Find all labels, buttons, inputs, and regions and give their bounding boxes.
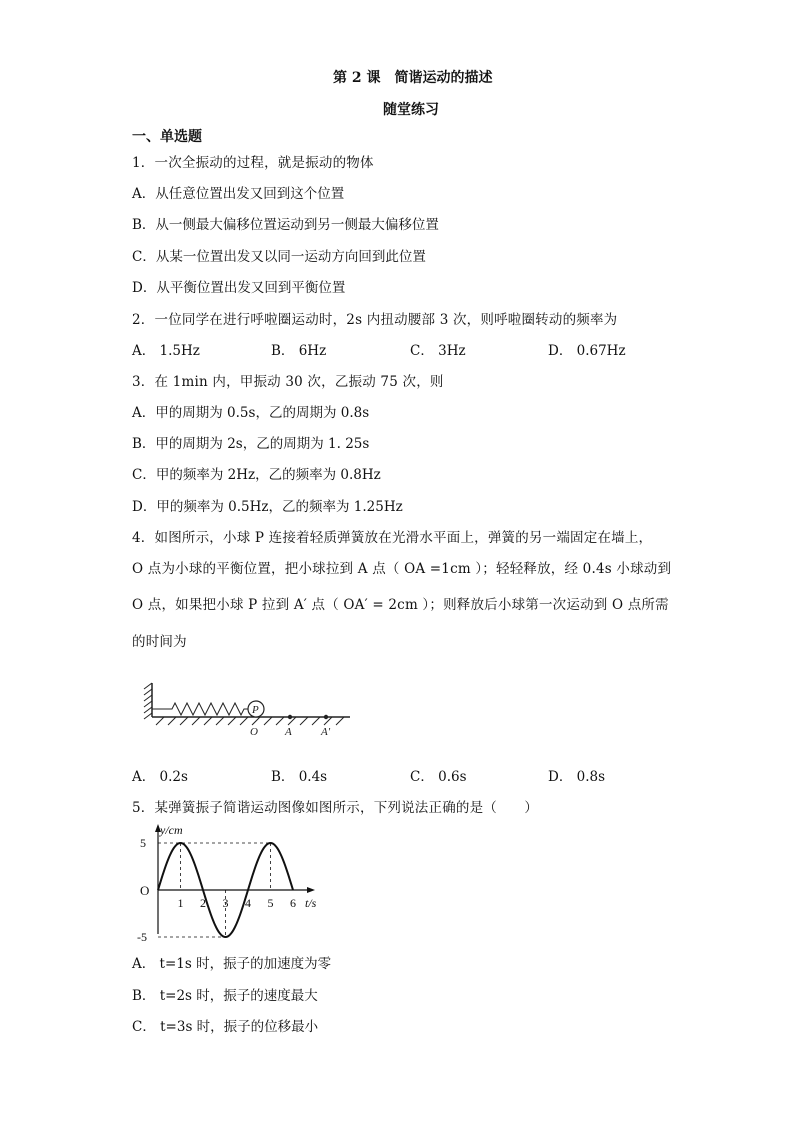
question-3-stem: 3．在 1min 内，甲振动 30 次，乙振动 75 次，则 (132, 374, 444, 390)
x-tick-label: 3 (222, 896, 229, 910)
x-tick-label: 4 (245, 896, 251, 910)
x-tick-label: 2 (200, 896, 206, 910)
origin-label: O (140, 883, 150, 898)
section-heading: 一、单选题 (132, 129, 202, 145)
spring-oscillator-figure (140, 675, 360, 743)
question-1-option-b: B．从一侧最大偏移位置运动到另一侧最大偏移位置 (132, 217, 439, 233)
question-4-line-3: O 点，如果把小球 P 拉到 A′ 点（ OA′ = 2cm ）；则释放后小球第一次运动到 O 点所需 (132, 597, 669, 613)
question-5-stem: 5．某弹簧振子简谐运动图像如图所示，下列说法正确的是（ ） (132, 800, 539, 816)
question-5-option-c: C． t=3s 时，振子的位移最小 (132, 1019, 319, 1035)
question-2-option-c: C． 3Hz (410, 343, 466, 359)
question-4-line-4: 的时间为 (132, 634, 187, 650)
question-4-line-2: O 点为小球的平衡位置，把小球拉到 A 点（ OA =1cm ）；轻轻释放，经 0.4s 小球动到 (132, 561, 672, 577)
x-axis-label: t/s (305, 896, 317, 910)
question-4-option-b: B． 0.4s (271, 769, 328, 785)
x-tick-label: 6 (290, 896, 296, 910)
question-4-option-d: D． 0.8s (548, 769, 606, 785)
question-3-option-a: A．甲的周期为 0.5s，乙的周期为 0.8s (132, 405, 370, 421)
point-o-label: O (250, 726, 258, 738)
question-4-line-1: 4．如图所示，小球 P 连接着轻质弹簧放在光滑水平面上，弹簧的另一端固定在墙上， (132, 530, 653, 546)
question-1-option-d: D．从平衡位置出发又回到平衡位置 (132, 280, 346, 296)
question-2-stem: 2．一位同学在进行呼啦圈运动时，2s 内扭动腰部 3 次，则呼啦圈转动的频率为 (132, 312, 618, 328)
page-title: 第 2 课 简谐运动的描述 (333, 70, 493, 86)
question-4-option-c: C． 0.6s (410, 769, 467, 785)
question-5-option-b: B． t=2s 时，振子的速度最大 (132, 988, 318, 1004)
question-5-option-a: A． t=1s 时，振子的加速度为零 (132, 956, 332, 972)
vibration-graph (130, 820, 330, 942)
question-4-option-a: A． 0.2s (132, 769, 188, 785)
ball-p-label: P (252, 704, 259, 716)
question-2-option-a: A． 1.5Hz (132, 343, 200, 359)
question-2-option-b: B． 6Hz (271, 343, 327, 359)
spring (152, 703, 248, 715)
question-3-option-d: D．甲的频率为 0.5Hz，乙的频率为 1.25Hz (132, 499, 403, 515)
y-tick-label: 5 (140, 836, 146, 850)
question-2-option-d: D． 0.67Hz (548, 343, 626, 359)
y-tick-label: -5 (137, 930, 147, 942)
question-1-option-a: A．从任意位置出发又回到这个位置 (132, 186, 345, 202)
page-subtitle: 随堂练习 (383, 102, 439, 118)
question-1-stem: 1．一次全振动的过程，就是振动的物体 (132, 155, 374, 171)
question-3-option-b: B．甲的周期为 2s，乙的周期为 1. 25s (132, 436, 370, 452)
point-a-prime-label: A′ (321, 726, 331, 738)
question-3-option-c: C．甲的频率为 2Hz，乙的频率为 0.8Hz (132, 467, 381, 483)
x-tick-label: 5 (267, 896, 274, 910)
x-tick-label: 1 (177, 896, 184, 910)
question-1-option-c: C．从某一位置出发又以同一运动方向回到此位置 (132, 249, 426, 265)
y-axis-label: y/cm (160, 823, 183, 837)
point-a-label: A (285, 726, 292, 738)
x-axis-arrow (307, 887, 315, 893)
